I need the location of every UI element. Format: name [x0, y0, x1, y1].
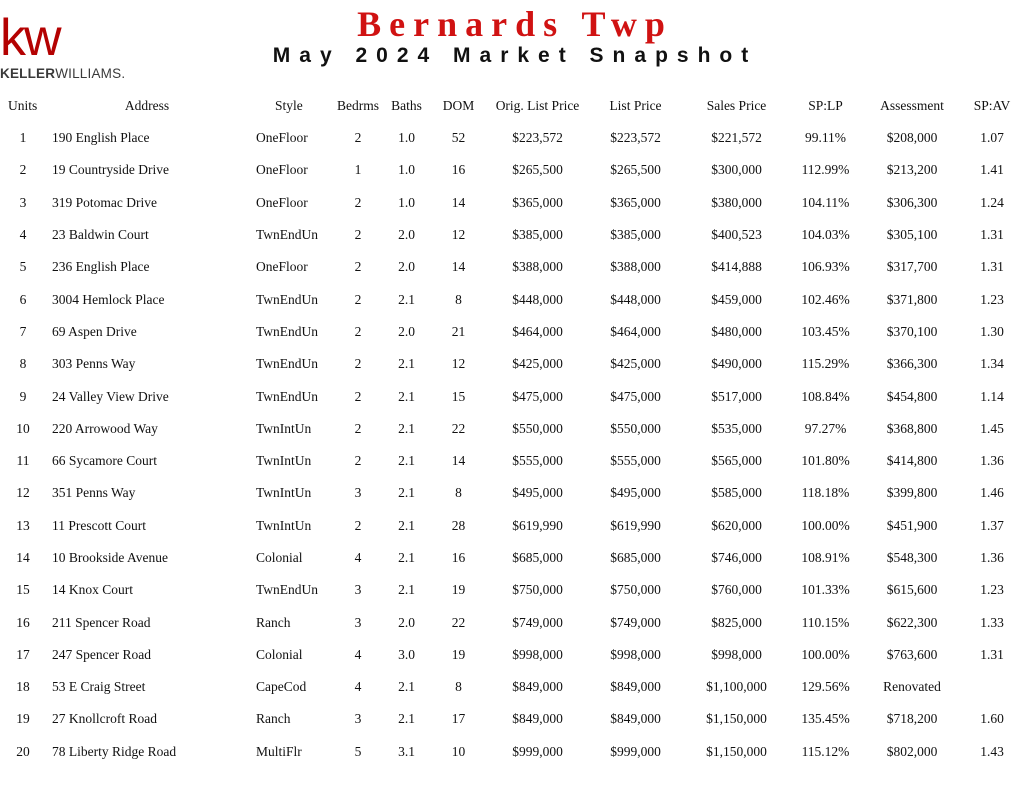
col-header-baths: Baths: [391, 97, 422, 113]
cell-baths: 2.1: [398, 453, 415, 469]
cell-units: 20: [16, 743, 30, 759]
cell-sp-lp: 99.11%: [804, 130, 847, 146]
col-header-bedrms: Bedrms: [337, 97, 379, 113]
cell-sales-price: $825,000: [711, 614, 762, 630]
logo-name-regular: WILLIAMS.: [55, 66, 126, 81]
cell-list-price: $849,000: [610, 679, 661, 695]
cell-sp-lp: 129.56%: [801, 679, 850, 695]
cell-list-price: $464,000: [610, 323, 661, 339]
cell-units: 19: [16, 711, 30, 727]
cell-assessment: $802,000: [886, 743, 938, 759]
cell-style: Ranch: [256, 614, 291, 630]
cell-assessment: $414,800: [886, 453, 938, 469]
cell-dom: 15: [451, 388, 466, 404]
cell-address: 190 English Place: [52, 130, 150, 146]
cell-style: OneFloor: [256, 130, 308, 146]
cell-baths: 1.0: [398, 194, 415, 210]
cell-list-price: $365,000: [610, 194, 661, 210]
cell-bedrms: 2: [354, 420, 362, 436]
cell-orig-list-price: $749,000: [512, 614, 563, 630]
cell-sp-av: 1.34: [980, 356, 1004, 372]
cell-sales-price: $221,572: [711, 130, 762, 146]
cell-dom: 14: [451, 194, 466, 210]
cell-baths: 2.0: [398, 323, 415, 339]
cell-bedrms: 2: [354, 453, 362, 469]
cell-sp-lp: 104.03%: [801, 227, 850, 243]
col-header-sp-av: SP:AV: [973, 97, 1011, 113]
cell-orig-list-price: $998,000: [512, 646, 563, 662]
cell-dom: 19: [451, 582, 466, 598]
cell-orig-list-price: $849,000: [512, 711, 563, 727]
cell-list-price: $849,000: [610, 711, 661, 727]
cell-bedrms: 4: [354, 646, 362, 662]
cell-sales-price: $535,000: [711, 420, 762, 436]
table-row: [0, 348, 1024, 380]
cell-baths: 2.0: [398, 614, 415, 630]
cell-sp-av: 1.36: [980, 550, 1004, 565]
cell-style: TwnEndUn: [256, 227, 319, 243]
cell-units: 13: [16, 517, 30, 533]
cell-sp-av: 1.41: [980, 162, 1004, 178]
cell-dom: 8: [455, 485, 462, 501]
cell-sp-av: 1.33: [980, 614, 1004, 630]
cell-address: 78 Liberty Ridge Road: [52, 743, 177, 759]
cell-assessment: $718,200: [886, 711, 938, 727]
cell-sales-price: $300,000: [711, 162, 762, 178]
keller-williams-logo: [0, 9, 150, 84]
cell-baths: 2.1: [398, 291, 415, 307]
cell-sp-lp: 106.93%: [801, 259, 850, 275]
cell-orig-list-price: $999,000: [512, 743, 563, 759]
cell-units: 3: [19, 194, 27, 210]
cell-sales-price: $1,150,000: [706, 711, 767, 727]
cell-baths: 2.1: [398, 517, 415, 533]
cell-units: 14: [16, 550, 30, 565]
cell-address: 24 Valley View Drive: [52, 388, 169, 404]
cell-bedrms: 4: [354, 550, 362, 565]
cell-bedrms: 2: [354, 356, 362, 372]
cell-sp-av: 1.31: [980, 259, 1004, 275]
cell-list-price: $998,000: [610, 646, 661, 662]
cell-list-price: $448,000: [610, 291, 661, 307]
cell-list-price: $749,000: [610, 614, 661, 630]
cell-sp-av: 1.43: [980, 743, 1004, 759]
cell-dom: 19: [451, 646, 466, 662]
cell-sales-price: $585,000: [711, 485, 762, 501]
cell-baths: 2.1: [398, 550, 415, 565]
table-row: [0, 574, 1024, 606]
cell-address: 66 Sycamore Court: [52, 453, 157, 469]
cell-sales-price: $480,000: [711, 323, 762, 339]
cell-sp-lp: 115.12%: [801, 743, 850, 759]
cell-bedrms: 3: [354, 582, 362, 598]
cell-sp-lp: 103.45%: [801, 323, 850, 339]
cell-style: Ranch: [256, 711, 291, 727]
cell-orig-list-price: $265,500: [512, 162, 563, 178]
cell-style: TwnEndUn: [256, 291, 319, 307]
cell-orig-list-price: $619,990: [512, 517, 563, 533]
cell-sp-av: 1.23: [980, 582, 1004, 598]
cell-sp-lp: 97.27%: [804, 420, 847, 436]
cell-bedrms: 3: [354, 614, 362, 630]
cell-orig-list-price: $385,000: [512, 227, 563, 243]
cell-baths: 2.0: [398, 259, 415, 275]
cell-list-price: $685,000: [610, 550, 661, 565]
cell-address: 211 Spencer Road: [52, 614, 151, 630]
table-row: [0, 316, 1024, 348]
cell-baths: 3.1: [398, 743, 415, 759]
cell-style: MultiFlr: [256, 743, 302, 759]
cell-assessment: $371,800: [886, 291, 938, 307]
cell-sp-av: 1.31: [980, 646, 1004, 662]
cell-sp-lp: 110.15%: [801, 614, 850, 630]
cell-orig-list-price: $495,000: [512, 485, 563, 501]
cell-orig-list-price: $448,000: [512, 291, 563, 307]
cell-assessment: $208,000: [886, 130, 938, 146]
cell-sales-price: $459,000: [711, 291, 762, 307]
table-row: [0, 542, 1024, 574]
table-row: [0, 283, 1024, 315]
table-row: [0, 154, 1024, 186]
cell-sales-price: $998,000: [711, 646, 762, 662]
cell-style: TwnEndUn: [256, 323, 319, 339]
cell-assessment: $615,600: [886, 582, 938, 598]
cell-sp-av: 1.23: [980, 291, 1004, 307]
cell-list-price: $265,500: [610, 162, 661, 178]
cell-orig-list-price: $475,000: [512, 388, 563, 404]
cell-address: 319 Potomac Drive: [52, 194, 157, 210]
cell-baths: 2.1: [398, 582, 415, 598]
cell-dom: 10: [451, 743, 466, 759]
cell-units: 9: [19, 388, 27, 404]
cell-assessment: $399,800: [886, 485, 938, 501]
cell-assessment: $454,800: [886, 388, 938, 404]
cell-units: 4: [19, 227, 27, 243]
cell-address: 303 Penns Way: [52, 356, 136, 372]
cell-bedrms: 4: [354, 679, 362, 695]
cell-assessment: $317,700: [886, 259, 938, 275]
cell-baths: 2.0: [398, 227, 415, 243]
table-row: [0, 510, 1024, 542]
cell-bedrms: 2: [354, 388, 362, 404]
cell-dom: 12: [451, 356, 466, 372]
cell-dom: 14: [451, 453, 466, 469]
cell-dom: 17: [451, 711, 466, 727]
cell-sp-av: [960, 671, 1024, 703]
table-row: [0, 639, 1024, 671]
cell-sales-price: $400,523: [711, 227, 762, 243]
cell-sp-lp: 118.18%: [801, 485, 850, 501]
cell-orig-list-price: $464,000: [512, 323, 563, 339]
market-snapshot-table: [0, 89, 1024, 768]
logo-mark: kw: [0, 9, 60, 67]
cell-baths: 2.1: [398, 679, 415, 695]
cell-style: CapeCod: [256, 679, 307, 695]
cell-address: 19 Countryside Drive: [52, 162, 169, 178]
cell-bedrms: 2: [354, 323, 362, 339]
cell-orig-list-price: $550,000: [512, 420, 563, 436]
cell-assessment: $213,200: [886, 162, 938, 178]
cell-address: 351 Penns Way: [52, 485, 136, 501]
cell-units: 5: [19, 259, 27, 275]
cell-style: TwnIntUn: [256, 517, 312, 533]
col-header-assessment: Assessment: [880, 97, 944, 113]
cell-bedrms: 1: [354, 162, 362, 178]
cell-units: 15: [16, 582, 30, 598]
cell-dom: 12: [451, 227, 466, 243]
cell-sp-lp: 104.11%: [801, 194, 850, 210]
cell-baths: 2.1: [398, 356, 415, 372]
cell-sp-av: 1.46: [980, 485, 1004, 501]
cell-address: 27 Knollcroft Road: [52, 711, 157, 727]
cell-sales-price: $517,000: [711, 388, 762, 404]
cell-baths: 2.1: [398, 420, 415, 436]
cell-list-price: $425,000: [610, 356, 661, 372]
cell-bedrms: 2: [354, 291, 362, 307]
cell-assessment: Renovated: [883, 679, 941, 695]
cell-sales-price: $380,000: [711, 194, 762, 210]
cell-sp-av: 1.60: [980, 711, 1004, 727]
cell-sales-price: $1,100,000: [706, 679, 767, 695]
cell-list-price: $223,572: [610, 130, 661, 146]
cell-sp-lp: 108.84%: [801, 388, 850, 404]
cell-baths: 2.1: [398, 711, 415, 727]
cell-sp-av: 1.45: [980, 420, 1004, 436]
cell-sales-price: $746,000: [711, 550, 762, 565]
col-header-style: Style: [275, 97, 303, 113]
cell-assessment: $763,600: [886, 646, 938, 662]
cell-sp-lp: 112.99%: [801, 162, 850, 178]
cell-sp-av: 1.37: [980, 517, 1004, 533]
cell-orig-list-price: $425,000: [512, 356, 563, 372]
cell-address: 14 Knox Court: [52, 582, 133, 598]
table-row: [0, 219, 1024, 251]
cell-list-price: $385,000: [610, 227, 661, 243]
cell-orig-list-price: $849,000: [512, 679, 563, 695]
cell-sp-av: 1.14: [980, 388, 1004, 404]
cell-baths: 2.1: [398, 485, 415, 501]
cell-sp-av: 1.36: [980, 453, 1004, 469]
table-row: [0, 413, 1024, 445]
table-row: [0, 703, 1024, 735]
table-row: [0, 477, 1024, 509]
cell-address: 220 Arrowood Way: [52, 420, 158, 436]
cell-dom: 52: [451, 130, 466, 146]
cell-bedrms: 2: [354, 227, 362, 243]
cell-style: TwnIntUn: [256, 453, 312, 469]
cell-address: 236 English Place: [52, 259, 150, 275]
logo-wordmark: [0, 66, 125, 81]
cell-sp-av: 1.31: [980, 227, 1004, 243]
cell-dom: 14: [451, 259, 466, 275]
cell-style: OneFloor: [256, 162, 308, 178]
table-row: [0, 671, 1024, 703]
cell-bedrms: 2: [354, 517, 362, 533]
cell-style: TwnEndUn: [256, 356, 319, 372]
page-title: Bernards Twp: [357, 4, 673, 44]
cell-units: 1: [19, 130, 27, 146]
cell-sp-lp: 101.80%: [801, 453, 850, 469]
cell-units: 8: [19, 356, 27, 372]
table-row: [0, 445, 1024, 477]
cell-assessment: $451,900: [886, 517, 938, 533]
cell-baths: 1.0: [398, 162, 415, 178]
cell-units: 16: [16, 614, 30, 630]
logo-name-bold: KELLER: [0, 66, 56, 81]
cell-dom: 16: [451, 550, 466, 565]
cell-bedrms: 2: [354, 130, 362, 146]
cell-list-price: $550,000: [610, 420, 661, 436]
cell-assessment: $366,300: [886, 356, 938, 372]
cell-dom: 28: [451, 517, 466, 533]
cell-sp-lp: 115.29%: [801, 356, 850, 372]
cell-assessment: $306,300: [886, 194, 938, 210]
cell-units: 11: [16, 453, 30, 469]
cell-address: 3004 Hemlock Place: [52, 291, 165, 307]
cell-baths: 1.0: [398, 130, 415, 146]
cell-orig-list-price: $223,572: [512, 130, 563, 146]
cell-list-price: $475,000: [610, 388, 661, 404]
cell-dom: 8: [455, 291, 462, 307]
cell-dom: 22: [451, 614, 466, 630]
cell-sales-price: $620,000: [711, 517, 762, 533]
cell-address: 53 E Craig Street: [52, 679, 146, 695]
cell-style: OneFloor: [256, 259, 308, 275]
table-row: [0, 251, 1024, 283]
cell-orig-list-price: $365,000: [512, 194, 563, 210]
table-row: [0, 606, 1024, 638]
cell-dom: 8: [455, 679, 462, 695]
cell-style: TwnIntUn: [256, 420, 312, 436]
table-row: [0, 380, 1024, 412]
cell-baths: 3.0: [398, 646, 415, 662]
cell-list-price: $388,000: [610, 259, 661, 275]
col-header-list-price: List Price: [609, 97, 662, 113]
cell-sales-price: $1,150,000: [706, 743, 767, 759]
page-subtitle: May 2024 Market Snapshot: [272, 44, 758, 67]
col-header-sp-lp: SP:LP: [808, 97, 843, 113]
col-header-dom: DOM: [442, 97, 475, 113]
cell-assessment: $622,300: [886, 614, 938, 630]
col-header-sales-price: Sales Price: [706, 97, 767, 113]
cell-sp-lp: 100.00%: [801, 646, 850, 662]
cell-address: 23 Baldwin Court: [52, 227, 149, 243]
cell-style: TwnEndUn: [256, 388, 319, 404]
table-row: [0, 122, 1024, 154]
col-header-orig-list-price: Orig. List Price: [495, 97, 580, 113]
cell-bedrms: 2: [354, 194, 362, 210]
cell-units: 18: [16, 679, 30, 695]
cell-sp-av: 1.30: [980, 323, 1004, 339]
cell-style: TwnIntUn: [256, 485, 312, 501]
cell-list-price: $750,000: [610, 582, 661, 598]
cell-sales-price: $565,000: [711, 453, 762, 469]
cell-orig-list-price: $750,000: [512, 582, 563, 598]
cell-assessment: $305,100: [886, 227, 938, 243]
cell-list-price: $619,990: [610, 517, 661, 533]
cell-units: 7: [19, 323, 27, 339]
cell-units: 10: [16, 420, 30, 436]
cell-units: 12: [16, 485, 30, 501]
table-row: [0, 187, 1024, 219]
cell-orig-list-price: $685,000: [512, 550, 563, 565]
cell-units: 6: [19, 291, 27, 307]
cell-list-price: $555,000: [610, 453, 661, 469]
cell-style: OneFloor: [256, 194, 308, 210]
cell-sales-price: $760,000: [711, 582, 762, 598]
cell-style: Colonial: [256, 646, 303, 662]
cell-list-price: $495,000: [610, 485, 661, 501]
cell-assessment: $370,100: [886, 323, 938, 339]
cell-orig-list-price: $555,000: [512, 453, 563, 469]
cell-dom: 21: [451, 323, 466, 339]
cell-bedrms: 3: [354, 711, 362, 727]
cell-sp-av: 1.24: [980, 194, 1004, 210]
cell-address: 69 Aspen Drive: [52, 323, 137, 339]
cell-sp-lp: 100.00%: [801, 517, 850, 533]
cell-bedrms: 2: [354, 259, 362, 275]
cell-assessment: $368,800: [886, 420, 938, 436]
cell-orig-list-price: $388,000: [512, 259, 563, 275]
col-header-units: Units: [8, 97, 38, 113]
cell-address: 10 Brookside Avenue: [52, 550, 168, 565]
cell-address: 11 Prescott Court: [52, 517, 146, 533]
cell-units: 17: [16, 646, 30, 662]
cell-sp-av: 1.07: [980, 130, 1004, 146]
cell-dom: 22: [451, 420, 466, 436]
cell-assessment: $548,300: [886, 550, 938, 565]
cell-baths: 2.1: [398, 388, 415, 404]
cell-style: Colonial: [256, 550, 303, 565]
table-header-row: [0, 89, 1024, 122]
cell-units: 2: [19, 162, 27, 178]
cell-sales-price: $490,000: [711, 356, 762, 372]
cell-sp-lp: 108.91%: [801, 550, 850, 565]
cell-dom: 16: [451, 162, 466, 178]
cell-style: TwnEndUn: [256, 582, 319, 598]
cell-sp-lp: 102.46%: [801, 291, 850, 307]
cell-bedrms: 3: [354, 485, 362, 501]
table-row: [0, 736, 1024, 768]
cell-sales-price: $414,888: [711, 259, 762, 275]
cell-sp-lp: 135.45%: [801, 711, 850, 727]
cell-bedrms: 5: [354, 743, 362, 759]
cell-sp-lp: 101.33%: [801, 582, 850, 598]
cell-list-price: $999,000: [610, 743, 661, 759]
cell-address: 247 Spencer Road: [52, 646, 151, 662]
col-header-address: Address: [124, 97, 170, 113]
